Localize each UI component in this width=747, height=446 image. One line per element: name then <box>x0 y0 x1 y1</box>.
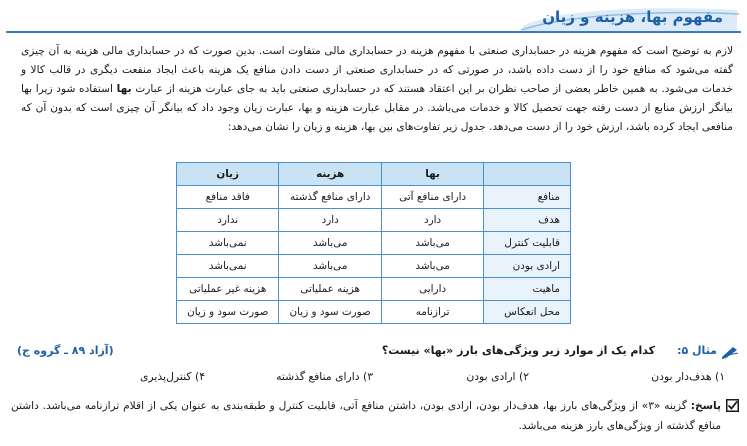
table-header-hazineh: هزینه <box>279 163 381 186</box>
comparison-table-container <box>176 162 571 324</box>
answer-options <box>25 370 725 386</box>
table-cell: هزینه عملیاتی <box>279 278 381 301</box>
table-row-label: ماهیت <box>484 278 571 301</box>
table-header-row <box>177 163 571 186</box>
table-row <box>177 301 571 324</box>
section-title-banner <box>519 4 741 34</box>
title-divider <box>6 31 741 33</box>
table-cell: می‌باشد <box>381 255 483 278</box>
answer-block <box>11 396 739 436</box>
table-cell: صورت سود و زیان <box>177 301 279 324</box>
table-cell: می‌باشد <box>381 232 483 255</box>
table-row-label: منافع <box>484 186 571 209</box>
example-question: کدام یک از موارد زیر ویژگی‌های بارز «بها» نیست؟ <box>381 344 655 357</box>
intro-paragraph-part-1: لازم به توضیح است که مفهوم هزینه در حسابداری صنعتی با مفهوم هزینه در حسابداری مالی متفاوت است. بدین صورت که در حسابداری مالی هزینه به آن چیزی گفته می‌شود که منافع خود را از دست داده باشد، در صورتی که در حسابداری صنعتی از دست دادن منافع یک هزینه باعث ایجاد منفعت دیگری در قالب کالا و خدمات می‌شود. به همین خاطر بعضی از صاحب نظران بر این اعتقاد هستند که در حسابداری صنعتی باید به جای عبارت هزینه از عبارت <box>21 45 733 95</box>
intro-paragraph-part-2: استفاده شود زیرا بها بیانگر ارزش منابع از دست رفته جهت تحصیل کالا و خدمات می‌باشد. در مقابل عبارت هزینه و بها، عبارت زیان وجود داد که بیانگر آن چیزی است که بدون آن که منافعی ایجاد کرده باشد، ارزش خود را از دست می‌دهد. جدول زیر تفاوت‌های بین بها، هزینه و زیان را نشان می‌دهد: <box>21 83 733 133</box>
table-cell: ترازنامه <box>381 301 483 324</box>
table-cell: نمی‌باشد <box>177 255 279 278</box>
table-cell: فاقد منافع <box>177 186 279 209</box>
table-cell: دارای منافع آتی <box>381 186 483 209</box>
table-header-corner <box>484 163 571 186</box>
table-row-label: هدف <box>484 209 571 232</box>
option-3: ۳) دارای منافع گذشته <box>276 370 373 383</box>
table-row <box>177 255 571 278</box>
example-source: (آزاد ۸۹ ـ گروه ج) <box>17 344 114 357</box>
intro-paragraph <box>21 42 733 137</box>
table-cell: دارد <box>279 209 381 232</box>
example-label: مثال ۵: <box>677 344 717 357</box>
option-2: ۲) ارادی بودن <box>466 370 529 383</box>
table-header-baha: بها <box>381 163 483 186</box>
table-row <box>177 186 571 209</box>
table-cell: می‌باشد <box>279 255 381 278</box>
checkbox-checked-icon <box>726 399 739 412</box>
table-row-label: محل انعکاس <box>484 301 571 324</box>
intro-bold-term: بها <box>116 83 132 95</box>
answer-label: پاسخ: <box>690 400 721 412</box>
example-question-line <box>9 344 739 362</box>
answer-text <box>11 396 721 436</box>
table-header-ziyan: زیان <box>177 163 279 186</box>
table-cell: ندارد <box>177 209 279 232</box>
table-row-label: ارادی بودن <box>484 255 571 278</box>
answer-body: گزینه «۳» از ویژگی‌های بارز بها، هدف‌دار بودن، ارادی بودن، داشتن منافع آتی، قابلیت کنترل و طبقه‌بندی به عنوان یکی از اقلام ترازنامه می‌باشد. داشتن منافع گذشته از ویژگی‌های بارز هزینه می‌باشد. <box>11 400 721 432</box>
comparison-table <box>176 162 571 324</box>
option-4: ۴) کنترل‌پذیری <box>139 370 205 383</box>
table-cell: هزینه غیر عملیاتی <box>177 278 279 301</box>
option-1: ۱) هدف‌دار بودن <box>651 370 725 383</box>
pencil-icon <box>721 345 739 359</box>
table-cell: می‌باشد <box>279 232 381 255</box>
table-row-label: قابلیت کنترل <box>484 232 571 255</box>
table-row <box>177 232 571 255</box>
table-cell: دارد <box>381 209 483 232</box>
table-row <box>177 278 571 301</box>
table-row <box>177 209 571 232</box>
section-title: مفهوم بها، هزینه و زیان <box>542 8 723 26</box>
table-cell: دارایی <box>381 278 483 301</box>
table-cell: دارای منافع گذشته <box>279 186 381 209</box>
table-cell: نمی‌باشد <box>177 232 279 255</box>
table-cell: صورت سود و زیان <box>279 301 381 324</box>
